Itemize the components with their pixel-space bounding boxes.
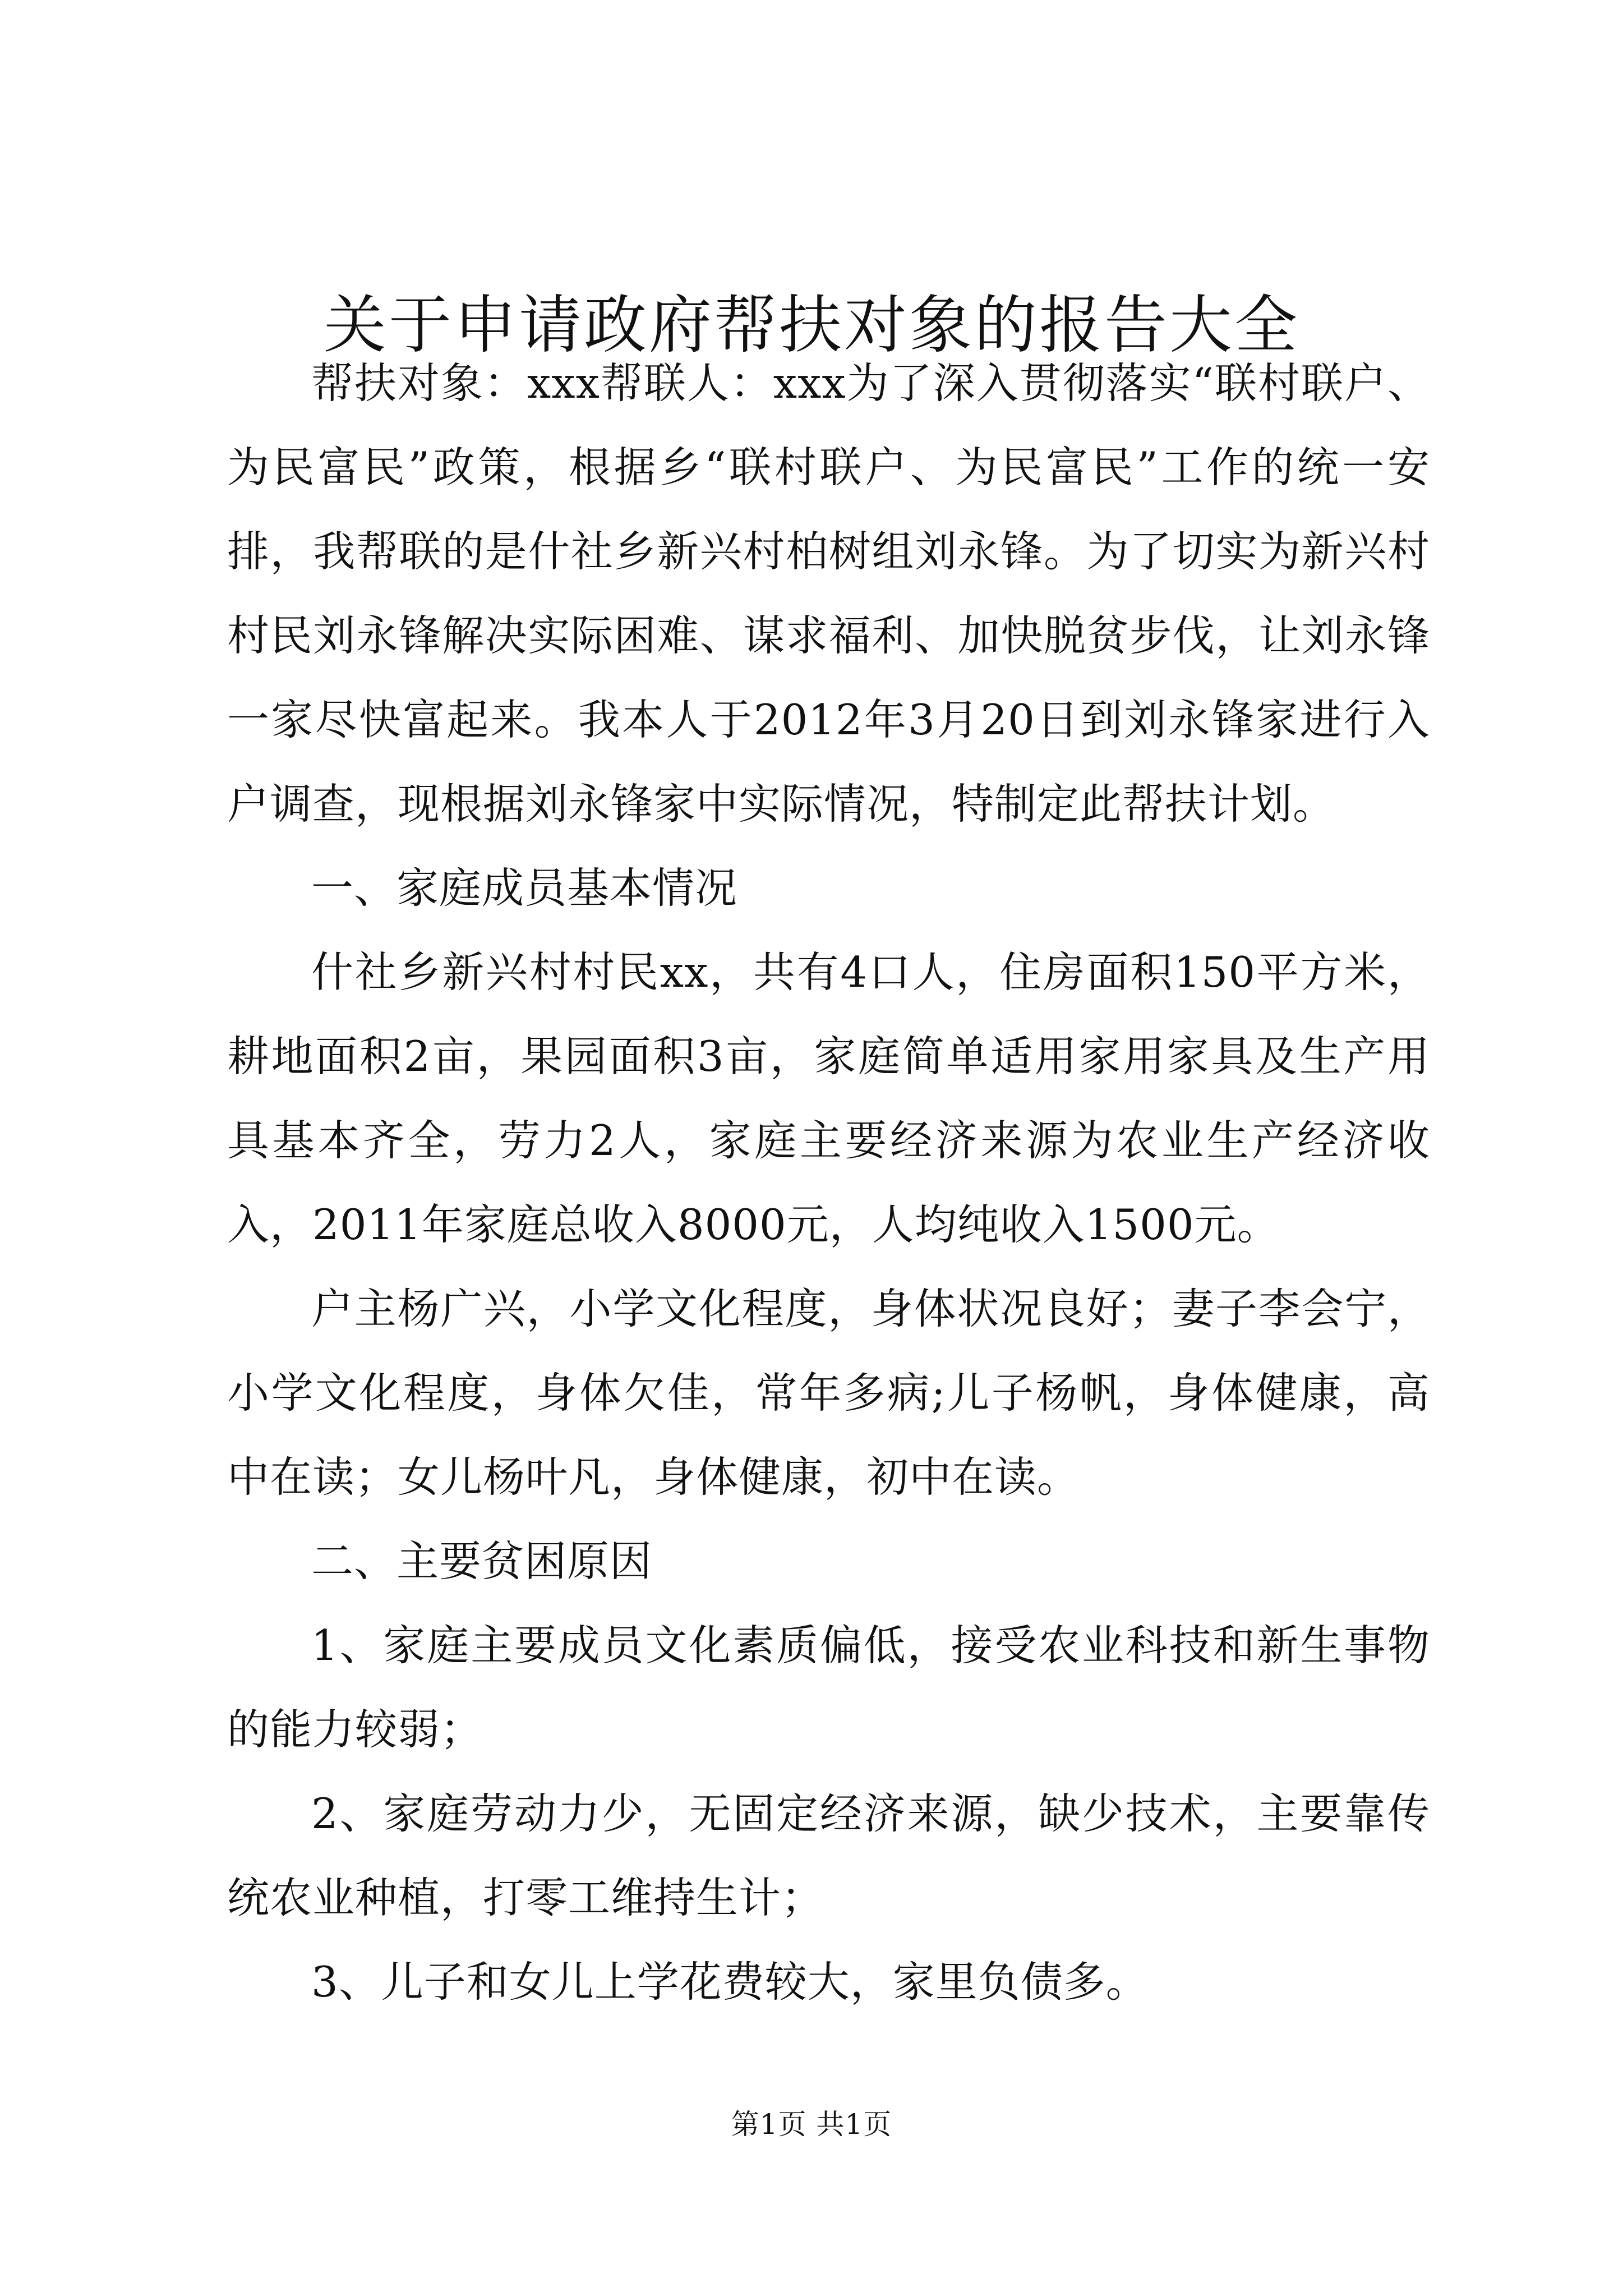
paragraph-household-info: 什社乡新兴村村民xx，共有4口人，住房面积150平方米，耕地面积2亩，果园面积3亩，家庭简单适用家用家具及生产用具基本齐全，劳力2人，家庭主要经济来源为农业生产经济收入，2011年家庭总收入8000元，人均纯收入1500元。 [227, 947, 1430, 1249]
list-item-cause-2: 2、家庭劳动力少，无固定经济来源，缺少技术，主要靠传统农业种植，打零工维持生计； [227, 1789, 1430, 1922]
page-footer: 第1页 共1页 [731, 2108, 892, 2141]
document-body [227, 341, 1430, 2024]
section-heading-family-members: 一、家庭成员基本情况 [311, 863, 738, 913]
list-item-cause-3: 3、儿子和女儿上学花费较大，家里负债多。 [311, 1957, 1149, 2007]
paragraph-family-members: 户主杨广兴，小学文化程度，身体状况良好；妻子李会宁，小学文化程度，身体欠佳，常年多病;儿子杨帆，身体健康，高中在读；女儿杨叶凡，身体健康，初中在读。 [227, 1284, 1430, 1502]
paragraph-intro: 帮扶对象：xxx帮联人：xxx为了深入贯彻落实“联村联户、为民富民”政策，根据乡“联村联户、为民富民”工作的统一安排，我帮联的是什社乡新兴村柏树组刘永锋。为了切实为新兴村村民刘永锋解决实际困难、谋求福利、加快脱贫步伐，让刘永锋一家尽快富起来。我本人于2012年3月20日到刘永锋家进行入户调查，现根据刘永锋家中实际情况，特制定此帮扶计划。 [227, 358, 1430, 829]
document-title: 关于申请政府帮扶对象的报告大全 [324, 289, 1299, 362]
section-heading-poverty-causes: 二、主要贫困原因 [311, 1536, 653, 1586]
list-item-cause-1: 1、家庭主要成员文化素质偏低，接受农业科技和新生事物的能力较弱； [227, 1621, 1430, 1754]
